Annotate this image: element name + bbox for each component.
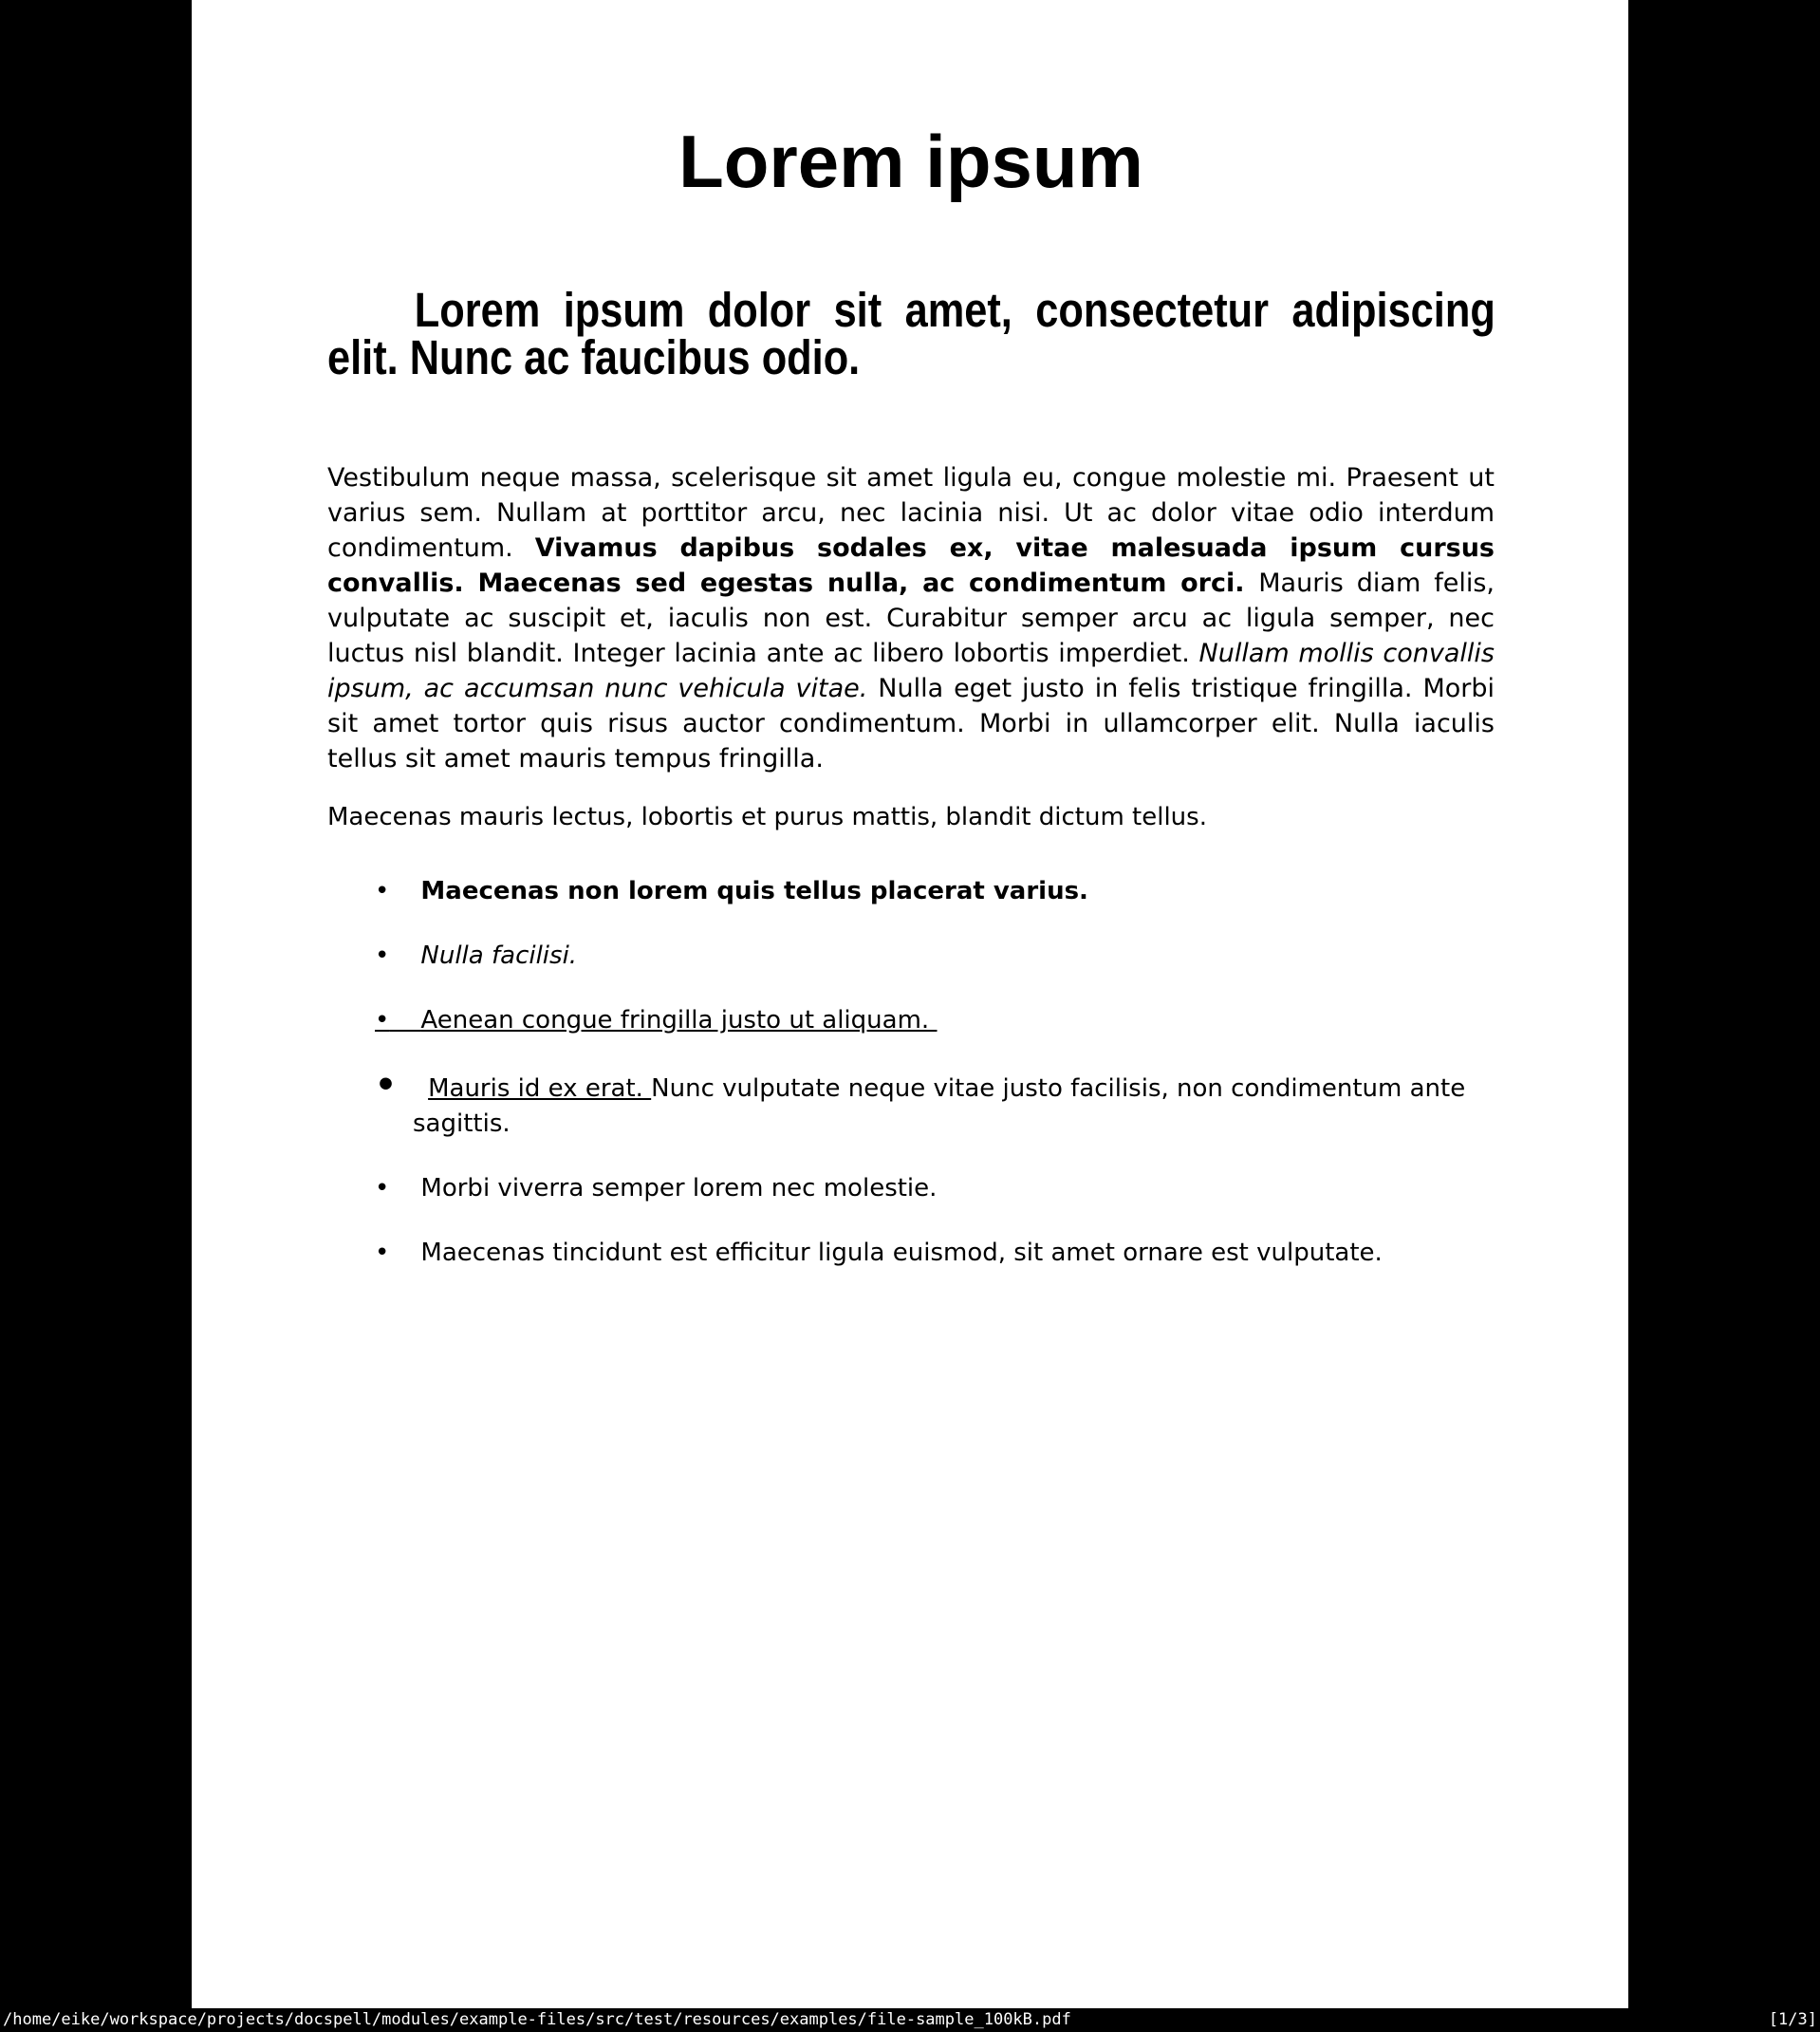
list-item: [327, 939, 1495, 974]
text-segment: Nulla eget justo in felis tristique fringilla. Morbi sit amet tortor quis risus auctor condimentum. Morbi in ullamcorper elit. Nulla iaculis tellus sit amet mauris tempus fringilla.: [327, 674, 1495, 774]
bullet-list: [327, 874, 1495, 1271]
text-segment: Maecenas non lorem quis tellus placerat varius.: [420, 877, 1088, 905]
document-heading: Lorem ipsum dolor sit amet, consectetur adipiscing elit. Nunc ac faucibus odio.: [327, 283, 1495, 384]
text-segment: Nunc vulputate neque vitae justo facilisis, non condimentum ante sagittis.: [413, 1074, 1466, 1138]
text-segment: Vivamus dapibus sodales ex, vitae malesuada ipsum cursus convallis. Maecenas sed egestas nulla, ac condimentum orci.: [327, 533, 1495, 598]
document-page[interactable]: [192, 0, 1628, 2032]
bullet-icon: •: [375, 877, 390, 905]
list-item: [327, 874, 1495, 909]
text-segment: Nulla facilisi.: [420, 941, 578, 970]
list-item: [327, 1068, 1495, 1142]
text-segment: Morbi viverra semper lorem nec molestie.: [420, 1174, 938, 1202]
text-segment: Maecenas tincidunt est efficitur ligula euismod, sit amet ornare est vulputate.: [420, 1239, 1383, 1267]
text-segment: Aenean congue fringilla justo ut aliquam.: [420, 1006, 938, 1035]
text-segment: Vestibulum neque massa, scelerisque sit amet ligula eu, congue molestie mi. Praesent ut varius sem. Nullam at porttitor arcu, nec lacinia nisi. Ut ac dolor vitae odio interdum condimentum.: [327, 463, 1495, 563]
status-file-path: /home/eike/workspace/projects/docspell/modules/example-files/src/test/resources/examples/file-sample_100kB.pdf: [3, 2010, 1071, 2029]
bullet-icon: •: [375, 1006, 390, 1035]
bullet-icon: •: [375, 1066, 398, 1105]
status-page-indicator: [1/3]: [1768, 2010, 1817, 2029]
bullet-icon: •: [375, 1174, 390, 1202]
bullet-icon: •: [375, 941, 390, 970]
list-item: [327, 1003, 1495, 1038]
text-segment: Mauris id ex erat.: [428, 1074, 652, 1103]
list-intro-line: Maecenas mauris lectus, lobortis et purus mattis, blandit dictum tellus.: [327, 803, 1207, 831]
list-item: [327, 1236, 1495, 1271]
status-bar: [0, 2008, 1820, 2032]
body-paragraph: [327, 460, 1495, 776]
text-segment: Nullam mollis convallis ipsum, ac accumsan nunc vehicula vitae.: [327, 639, 1495, 703]
list-item: [327, 1171, 1495, 1206]
bullet-icon: •: [375, 1239, 390, 1267]
text-segment: Mauris diam felis, vulputate ac suscipit et, iaculis non est. Curabitur semper arcu ac ligula semper, nec luctus nisl blandit. Integer lacinia ante ac libero lobortis imperdiet.: [327, 569, 1495, 668]
document-title: Lorem ipsum: [678, 120, 1143, 203]
